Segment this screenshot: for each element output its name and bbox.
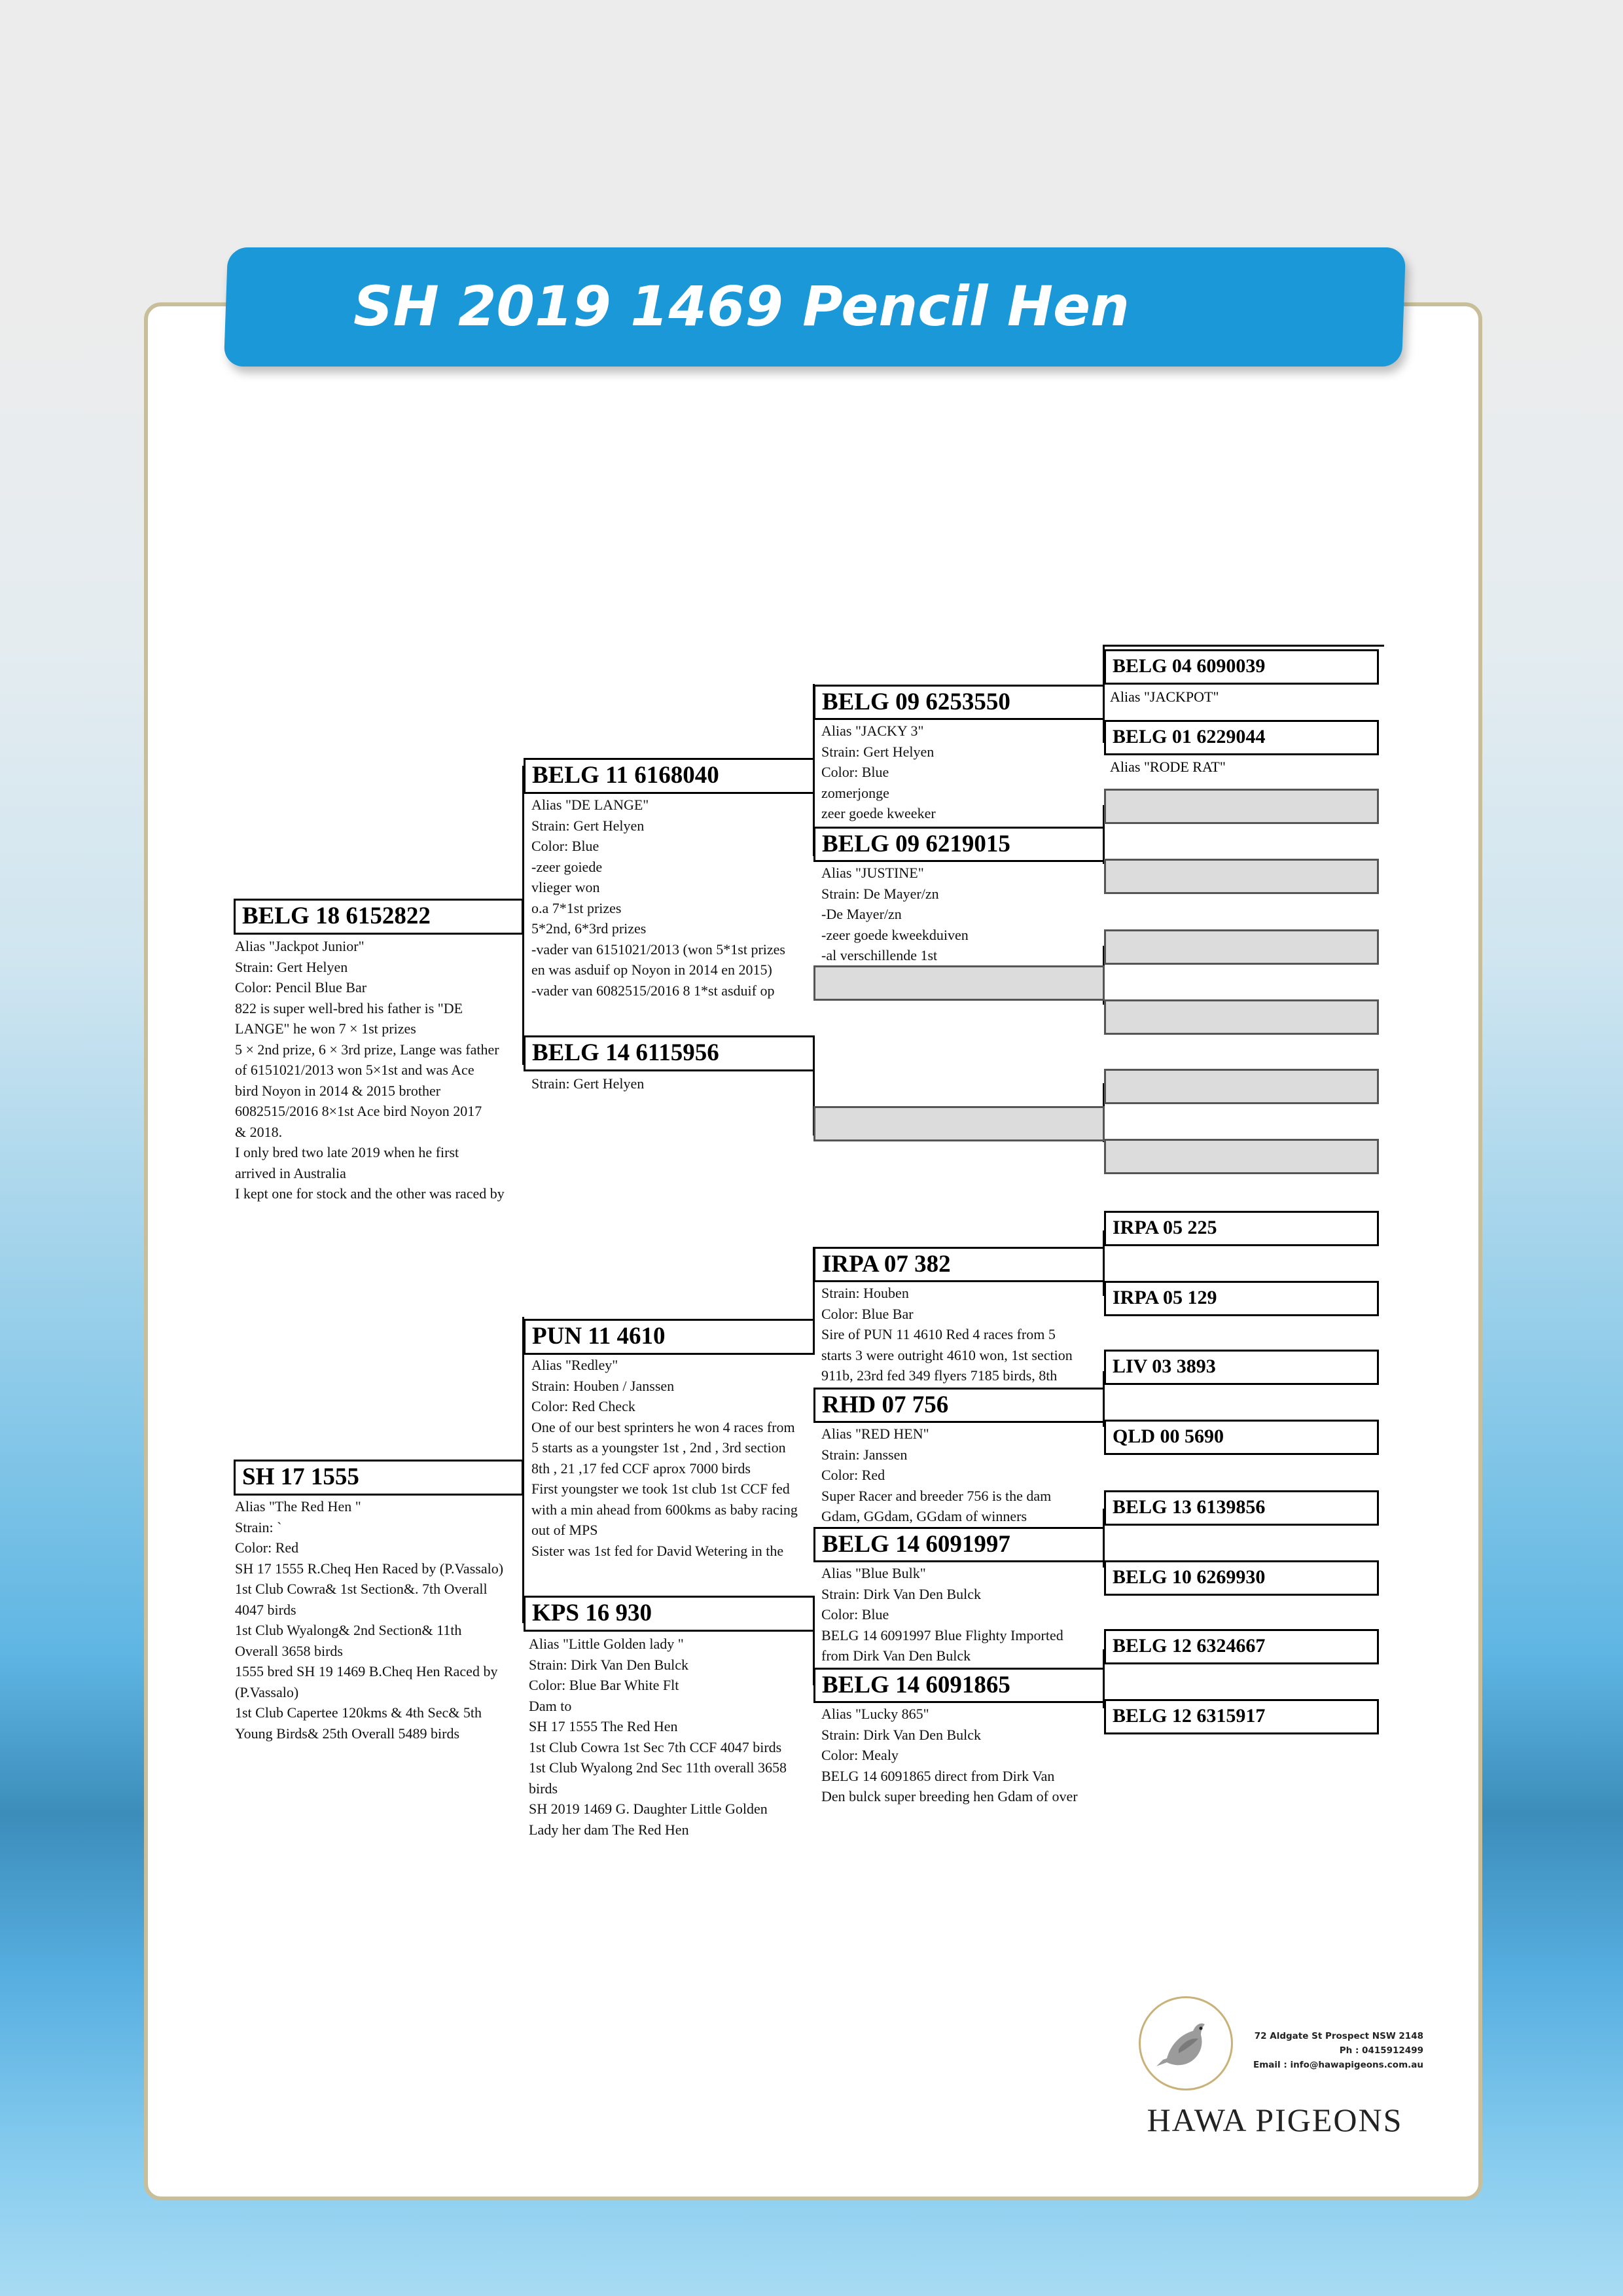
pedigree-box-gen4: BELG 12 6324667 xyxy=(1104,1629,1379,1664)
pedigree-box-gen4: BELG 01 6229044 xyxy=(1104,720,1379,755)
email: Email : info@hawapigeons.com.au xyxy=(1253,2060,1423,2070)
pigeon-logo-icon xyxy=(1139,1996,1233,2090)
pedigree-box-gen2: KPS 16 930 xyxy=(524,1596,815,1632)
page-title: SH 2019 1469 Pencil Hen xyxy=(353,274,1130,338)
pedigree-box-sire: BELG 18 6152822 xyxy=(234,899,524,935)
pedigree-box-gen2: PUN 11 4610 xyxy=(524,1319,815,1355)
phone: Ph : 0415912499 xyxy=(1339,2045,1423,2056)
pedigree-notes: Alias "JACKY 3" Strain: Gert Helyen Color: Blue zomerjonge zeer goede kweeker xyxy=(821,723,936,821)
pedigree-box-empty xyxy=(1104,859,1379,894)
pedigree-notes: Alias "RED HEN" Strain: Janssen Color: Red Super Racer and breeder 756 is the dam Gdam, GGdam, GGdam of winners xyxy=(821,1426,1052,1524)
pedigree-box-gen4: IRPA 05 225 xyxy=(1104,1211,1379,1246)
address: 72 Aldgate St Prospect NSW 2148 xyxy=(1254,2031,1423,2041)
pedigree-box-gen3: RHD 07 756 xyxy=(813,1388,1105,1423)
pedigree-notes: Alias "Jackpot Junior" Strain: Gert Helyen Color: Pencil Blue Bar 822 is super well-bred his father is "DE LANGE" he won 7 × 1st prizes 5 × 2nd prize, 6 × 3rd prize, Lange was father of 6151021/2013 won 5×1st and was Ace bird Noyon in 2014 & 2015 brother 6082515/2016 8×1st Ace bird Noyon 2017 & 2018. I only bred two late 2019 when he first arrived in Australia I kept one for stock and the other was raced by xyxy=(235,938,505,1202)
pedigree-box-empty xyxy=(1104,1069,1379,1104)
pedigree-notes: Alias "Little Golden lady " Strain: Dirk Van Den Bulck Color: Blue Bar White Flt Dam to SH 17 1555 The Red Hen 1st Club Cowra 1st Sec 7th CCF 4047 birds 1st Club Wyalong 2nd Sec 11th overall 3658 birds SH 2019 1469 G. Daughter Little Golden Lady her dam The Red Hen xyxy=(529,1636,787,1838)
pedigree-alias: Alias "RODE RAT" xyxy=(1110,759,1226,775)
pedigree-box-empty xyxy=(813,965,1105,1001)
pedigree-notes: Alias "Blue Bulk" Strain: Dirk Van Den Bulck Color: Blue BELG 14 6091997 Blue Flighty Imported from Dirk Van Den Bulck xyxy=(821,1565,1063,1664)
pedigree-box-empty xyxy=(813,1106,1105,1141)
brand-name: HAWA PIGEONS xyxy=(1147,2102,1403,2138)
pedigree-notes: Alias "The Red Hen " Strain: ` Color: Red SH 17 1555 R.Cheq Hen Raced by (P.Vassalo) 1st Club Cowra& 1st Section&. 7th Overall 4047 birds 1st Club Wyalong& 2nd Section& 11th Overall 3658 birds 1555 bred SH 19 1469 B.Cheq Hen Raced by (P.Vassalo) 1st Club Capertee 120kms & 4th Sec& 5th Young Birds& 25th Overall 5489 birds xyxy=(235,1498,504,1742)
pedigree-box-empty xyxy=(1104,929,1379,965)
pedigree-box-gen2: BELG 11 6168040 xyxy=(524,758,815,794)
contact-details xyxy=(1247,2029,1423,2072)
connector xyxy=(1103,645,1384,647)
pedigree-box-gen4: BELG 04 6090039 xyxy=(1104,649,1379,685)
pedigree-box-empty xyxy=(1104,999,1379,1035)
pedigree-box-gen4: IRPA 05 129 xyxy=(1104,1281,1379,1316)
pedigree-box-gen4: BELG 12 6315917 xyxy=(1104,1699,1379,1734)
pedigree-notes: Strain: Gert Helyen xyxy=(531,1075,645,1092)
pedigree-box-gen3: BELG 09 6219015 xyxy=(813,827,1105,862)
pedigree-notes: Alias "DE LANGE" Strain: Gert Helyen Color: Blue -zeer goiede vlieger won o.a 7*1st prizes 5*2nd, 6*3rd prizes -vader van 6151021/2013 (won 5*1st prizes en was asduif op Noyon in 2014 en 2015) -vader van 6082515/2016 8 1*st asduif op xyxy=(531,797,785,999)
pedigree-box-gen4: BELG 13 6139856 xyxy=(1104,1490,1379,1526)
pedigree-box-empty xyxy=(1104,1139,1379,1174)
pedigree-box-dam: SH 17 1555 xyxy=(234,1460,524,1496)
brand-logo xyxy=(1126,1983,1427,2153)
pedigree-notes: Alias "JUSTINE" Strain: De Mayer/zn -De Mayer/zn -zeer goede kweekduiven -al verschillende 1st xyxy=(821,865,969,963)
pedigree-notes: Alias "Lucky 865" Strain: Dirk Van Den Bulck Color: Mealy BELG 14 6091865 direct from Dirk Van Den bulck super breeding hen Gdam of over xyxy=(821,1706,1078,1804)
pedigree-box-gen2: BELG 14 6115956 xyxy=(524,1035,815,1071)
pedigree-box-gen3: BELG 14 6091997 xyxy=(813,1527,1105,1562)
pedigree-box-gen3: BELG 14 6091865 xyxy=(813,1668,1105,1703)
pedigree-box-gen3: IRPA 07 382 xyxy=(813,1247,1105,1282)
pedigree-notes: Strain: Houben Color: Blue Bar Sire of PUN 11 4610 Red 4 races from 5 starts 3 were outright 4610 won, 1st section 911b, 23rd fed 349 flyers 7185 birds, 8th xyxy=(821,1285,1073,1384)
pedigree-box-gen3: BELG 09 6253550 xyxy=(813,685,1105,720)
pedigree-box-empty xyxy=(1104,789,1379,824)
pedigree-box-gen4: BELG 10 6269930 xyxy=(1104,1560,1379,1596)
pedigree-notes: Alias "Redley" Strain: Houben / Janssen Color: Red Check One of our best sprinters he won 4 races from 5 starts as a youngster 1st , 2nd , 3rd section 8th , 21 ,17 fed CCF aprox 7000 birds First youngster we took 1st club 1st CCF fed with a min ahead from 600kms as baby racing out of MPS Sister was 1st fed for David Wetering in the xyxy=(531,1357,798,1559)
pedigree-box-gen4: LIV 03 3893 xyxy=(1104,1350,1379,1385)
pedigree-alias: Alias "JACKPOT" xyxy=(1110,689,1219,705)
pedigree-box-gen4: QLD 00 5690 xyxy=(1104,1420,1379,1455)
